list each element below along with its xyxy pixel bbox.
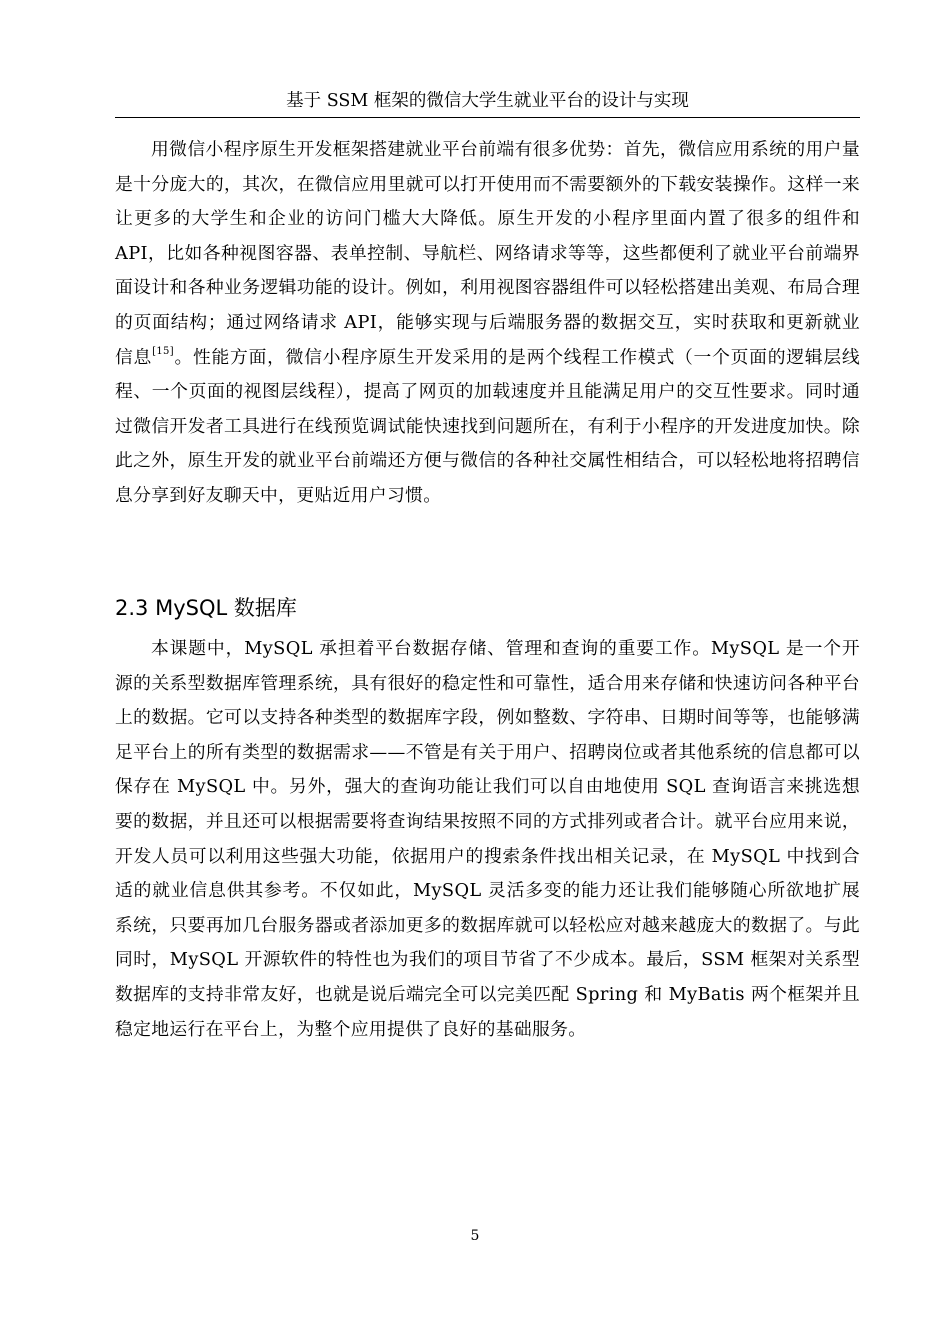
page-number: 5 [470,1228,480,1244]
paragraph-wechat-miniprogram [115,133,860,514]
paragraph-1-text-b: 。性能方面，微信小程序原生开发采用的是两个线程工作模式（一个页面的逻辑层线程、一个页面的视图层线程），提高了网页的加载速度并且能满足用户的交互性要求。同时通过微信开发者工具进行在线预览调试能快速找到问题所在，有利于小程序的开发进度加快。除此之外，原生开发的就业平台前端还方便与微信的各种社交属性相结合，可以轻松地将招聘信息分享到好友聊天中，更贴近用户习惯。 [115,346,861,506]
paragraph-1-text-a: 用微信小程序原生开发框架搭建就业平台前端有很多优势：首先，微信应用系统的用户量是十分庞大的，其次，在微信应用里就可以打开使用而不需要额外的下载安装操作。这样一来让更多的大学生和企业的访问门槛大大降低。原生开发的小程序里面内置了很多的组件和 API，比如各种视图容器、表单控制、导航栏、网络请求等等，这些都便利了就业平台前端界面设计和各种业务逻辑功能的设计。例如，利用视图容器组件可以轻松搭建出美观、布局合理的页面结构；通过网络请求 API，能够实现与后端服务器的数据交互，实时获取和更新就业信息 [115,139,860,368]
section-heading: 2.3 MySQL 数据库 [115,596,297,620]
running-header: 基于 SSM 框架的微信大学生就业平台的设计与实现 [286,91,689,111]
paragraph-mysql: 本课题中，MySQL 承担着平台数据存储、管理和查询的重要工作。MySQL 是一个开源的关系型数据库管理系统，具有很好的稳定性和可靠性，适合用来存储和快速访问各种平台上的数据。它可以支持各种类型的数据库字段，例如整数、字符串、日期时间等等，也能够满足平台上的所有类型的数据需求——不管是有关于用户、招聘岗位或者其他系统的信息都可以保存在 MySQL 中。另外，强大的查询功能让我们可以自由地使用 SQL 查询语言来挑选想要的数据，并且还可以根据需要将查询结果按照不同的方式排列或者合计。就平台应用来说，开发人员可以利用这些强大功能，依据用户的搜索条件找出相关记录，在 MySQL 中找到合适的就业信息供其参考。不仅如此，MySQL 灵活多变的能力还让我们能够随心所欲地扩展系统，只要再加几台服务器或者添加更多的数据库就可以轻松应对越来越庞大的数据了。与此同时，MySQL 开源软件的特性也为我们的项目节省了不少成本。最后，SSM 框架对关系型数据库的支持非常友好，也就是说后端完全可以完美匹配 Spring 和 MyBatis 两个框架并且稳定地运行在平台上，为整个应用提供了良好的基础服务。 [115,638,860,1040]
citation-superscript: [15] [152,345,175,357]
body-section-2 [115,632,860,1047]
header-rule [115,117,860,118]
body-section-1 [115,133,860,514]
